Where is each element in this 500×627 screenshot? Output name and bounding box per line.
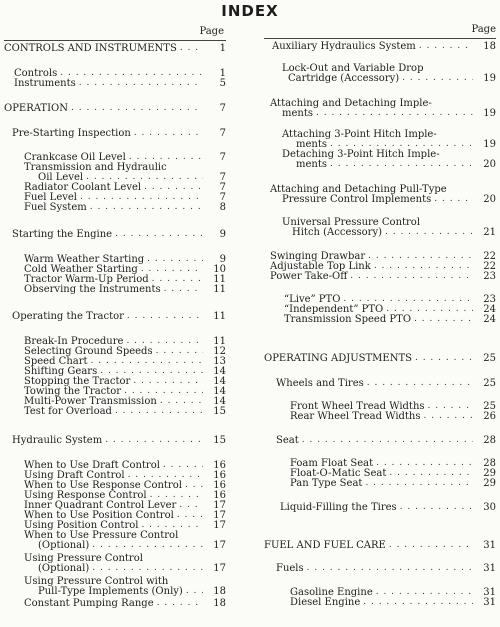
index-entry-label: Towing the Tractor <box>24 386 122 397</box>
index-entry-page: 12 <box>213 346 226 357</box>
index-entry-page: 21 <box>483 227 496 238</box>
leader-dots <box>127 311 203 322</box>
index-entry-label: Adjustable Top Link <box>270 261 371 272</box>
index-entry <box>280 502 496 513</box>
index-entry-page: 15 <box>213 435 226 446</box>
index-entry-label: Radiator Coolant Level <box>24 182 142 193</box>
index-entry <box>272 41 496 52</box>
index-entry-label: Attaching and Detaching Pull-Type <box>270 184 447 195</box>
index-entry-label: Shifting Gears <box>24 366 98 377</box>
index-entry-label: Break-In Procedure <box>24 336 124 347</box>
leader-dots <box>180 43 203 54</box>
index-entry-page: 22 <box>483 251 496 262</box>
index-entry-page: 18 <box>483 41 496 52</box>
leader-dots <box>415 353 473 364</box>
leader-dots <box>302 435 473 446</box>
leader-dots <box>115 406 203 417</box>
index-entry-label: Rear Wheel Tread Widths <box>290 411 421 422</box>
index-entry-label: Pre-Starting Inspection <box>12 128 131 139</box>
index-entry-page: 17 <box>213 510 226 521</box>
index-entry <box>282 194 496 205</box>
index-entry-label: OPERATING ADJUSTMENTS <box>264 353 412 364</box>
index-entry-page: 31 <box>483 540 496 551</box>
index-entry-page: 15 <box>213 406 226 417</box>
index-entry <box>264 353 496 364</box>
index-entry-label: Hitch (Accessory) <box>292 227 383 238</box>
leader-dots <box>307 563 473 574</box>
index-entry-label: Seat <box>276 435 299 446</box>
index-entry-page: 7 <box>219 103 226 114</box>
index-entry-page: 19 <box>483 108 496 119</box>
index-entry <box>14 78 226 89</box>
index-entry <box>12 128 226 139</box>
index-entry-label: Using Draft Control <box>24 470 125 481</box>
index-entry <box>24 284 226 295</box>
leader-dots <box>71 103 203 114</box>
index-entry <box>292 227 496 238</box>
index-entry-page: 17 <box>213 563 226 574</box>
index-column-left <box>4 26 226 613</box>
index-entry-label: Attaching 3-Point Hitch Imple- <box>282 129 437 140</box>
index-entry-page: 25 <box>483 378 496 389</box>
index-entry-page: 14 <box>213 386 226 397</box>
index-entry-page: 14 <box>213 366 226 377</box>
index-entry <box>296 159 496 170</box>
index-entry-label: Hydraulic System <box>12 435 103 446</box>
index-entry-page: 23 <box>483 294 496 305</box>
index-entry-label: Liquid-Filling the Tires <box>280 502 397 513</box>
leader-dots <box>385 227 473 238</box>
leader-dots <box>157 598 203 609</box>
index-entry-label: Using Pressure Control with <box>24 576 169 587</box>
index-entry-page: 25 <box>483 353 496 364</box>
index-entry-page: 11 <box>213 274 226 285</box>
leader-dots <box>115 229 203 240</box>
index-entry-label: Using Pressure Control <box>24 553 143 564</box>
index-entry <box>290 478 496 489</box>
index-entry <box>24 202 226 213</box>
header-rule-left <box>4 40 226 41</box>
index-entry <box>276 435 496 446</box>
index-entry-page: 31 <box>483 597 496 608</box>
index-entry-label: Stopping the Tractor <box>24 376 131 387</box>
index-entry-label: Test for Overload <box>24 406 112 417</box>
index-entry <box>276 563 496 574</box>
page-column-label-left: Page <box>199 26 224 37</box>
index-entry-page: 7 <box>219 192 226 203</box>
index-entry-label: Diesel Engine <box>290 597 361 608</box>
index-entry-page: 18 <box>213 598 226 609</box>
leader-dots <box>79 78 203 89</box>
index-entry-label: Crankcase Oil Level <box>24 152 126 163</box>
page-title: INDEX <box>221 2 279 20</box>
index-entry-page: 9 <box>219 229 226 240</box>
index-entry-label: When to Use Pressure Control <box>24 530 179 541</box>
right-entries <box>262 41 496 611</box>
index-entry-page: 7 <box>219 182 226 193</box>
index-entry-page: 25 <box>483 401 496 412</box>
index-entry-page: 26 <box>483 411 496 422</box>
index-entry-page: 1 <box>219 68 226 79</box>
index-entry-page: 29 <box>483 468 496 479</box>
index-entry <box>38 563 226 574</box>
index-entry-page: 24 <box>483 304 496 315</box>
index-entry-page: 22 <box>483 261 496 272</box>
index-entry-label: Fuels <box>276 563 304 574</box>
index-entry-page: 9 <box>219 254 226 265</box>
leader-dots <box>316 108 473 119</box>
index-entry-label: Auxiliary Hydraulics System <box>272 41 416 52</box>
index-entry <box>38 586 226 597</box>
index-entry-label: Instruments <box>14 78 76 89</box>
index-entry-label: When to Use Position Control <box>24 510 174 521</box>
index-entry-label: Observing the Instruments <box>24 284 161 295</box>
index-entry <box>12 435 226 446</box>
index-entry-label: ments <box>282 108 313 119</box>
index-entry-label: “Live” PTO <box>284 294 341 305</box>
index-entry <box>288 73 496 84</box>
index-entry-page: 8 <box>219 202 226 213</box>
index-entry <box>12 229 226 240</box>
index-entry-page: 19 <box>483 139 496 150</box>
index-entry <box>38 540 226 551</box>
index-entry-label: ments <box>296 139 327 150</box>
index-entry-label: Multi-Power Transmission <box>24 396 157 407</box>
index-column-right <box>262 26 496 611</box>
index-entry-page: 13 <box>213 356 226 367</box>
index-entry <box>264 540 496 551</box>
leader-dots <box>367 378 473 389</box>
index-entry-label: Swinging Drawbar <box>270 251 366 262</box>
index-entry-label: Operating the Tractor <box>12 311 124 322</box>
index-entry-label: FUEL AND FUEL CARE <box>264 540 386 551</box>
index-entry-page: 7 <box>219 172 226 183</box>
index-entry-label: Oil Level <box>38 172 84 183</box>
index-entry-label: “Independent” PTO <box>284 304 384 315</box>
leader-dots <box>419 41 473 52</box>
leader-dots <box>424 411 473 422</box>
index-entry-page: 14 <box>213 376 226 387</box>
index-entry-page: 16 <box>213 470 226 481</box>
index-entry-page: 30 <box>483 502 496 513</box>
index-entry-page: 16 <box>213 480 226 491</box>
index-entry-page: 24 <box>483 314 496 325</box>
index-entry-label: Fuel System <box>24 202 87 213</box>
index-entry-page: 18 <box>213 586 226 597</box>
leader-dots <box>350 271 473 282</box>
index-entry <box>4 43 226 54</box>
index-entry-label: (Optional) <box>38 563 90 574</box>
index-entry-label: Transmission and Hydraulic <box>24 162 167 173</box>
index-entry-page: 19 <box>483 73 496 84</box>
index-entry-label: Transmission Speed PTO <box>284 314 412 325</box>
index-entry-label: Foam Float Seat <box>290 458 374 469</box>
index-entry-label: Speed Chart <box>24 356 88 367</box>
index-entry <box>12 311 226 322</box>
index-entry-label: Cold Weather Starting <box>24 264 138 275</box>
leader-dots <box>389 540 473 551</box>
index-entry-page: 14 <box>213 396 226 407</box>
index-entry-page: 28 <box>483 458 496 469</box>
index-entry-page: 31 <box>483 563 496 574</box>
index-entry-label: Float-O-Matic Seat <box>290 468 387 479</box>
index-entry-label: Using Position Control <box>24 520 139 531</box>
index-entry-page: 17 <box>213 540 226 551</box>
index-entry-page: 16 <box>213 490 226 501</box>
page-column-label-right: Page <box>471 24 496 35</box>
index-entry-label: When to Use Draft Control <box>24 460 160 471</box>
index-entry-page: 7 <box>219 152 226 163</box>
left-entries <box>4 43 226 613</box>
index-entry-page: 10 <box>213 264 226 275</box>
leader-dots <box>186 586 203 597</box>
index-entry-label: Tractor Warm-Up Period <box>24 274 149 285</box>
leader-dots <box>365 478 473 489</box>
index-entry-label: Pan Type Seat <box>290 478 363 489</box>
index-entry-label: Pull-Type Implements (Only) <box>38 586 183 597</box>
index-entry <box>24 598 226 609</box>
index-entry-label: Fuel Level <box>24 192 77 203</box>
index-entry-page: 29 <box>483 478 496 489</box>
index-entry-label: Universal Pressure Control <box>282 217 421 228</box>
index-entry <box>270 271 496 282</box>
index-entry-page: 17 <box>213 500 226 511</box>
index-entry-label: Detaching 3-Point Hitch Imple- <box>282 149 440 160</box>
index-entry <box>282 108 496 119</box>
index-entry-label: Lock-Out and Variable Drop <box>282 63 424 74</box>
index-entry-label: Power Take-Off <box>270 271 348 282</box>
index-entry-label: OPERATION <box>4 103 68 114</box>
leader-dots <box>164 284 203 295</box>
leader-dots <box>402 73 473 84</box>
index-entry-page: 20 <box>483 194 496 205</box>
index-entry-label: Starting the Engine <box>12 229 113 240</box>
index-entry-label: Inner Quadrant Control Lever <box>24 500 177 511</box>
leader-dots <box>330 159 473 170</box>
leader-dots <box>92 540 203 551</box>
index-entry <box>290 597 496 608</box>
index-entry-label: Selecting Ground Speeds <box>24 346 153 357</box>
leader-dots <box>434 194 473 205</box>
header-rule-right <box>264 38 496 39</box>
index-entry-label: (Optional) <box>38 540 90 551</box>
index-entry-page: 1 <box>219 43 226 54</box>
leader-dots <box>90 202 203 213</box>
index-entry-label: Cartridge (Accessory) <box>288 73 400 84</box>
index-entry-label: Warm Weather Starting <box>24 254 145 265</box>
index-entry-label: Controls <box>14 68 58 79</box>
index-entry-label: Using Response Control <box>24 490 147 501</box>
index-entry-page: 7 <box>219 128 226 139</box>
index-entry-page: 23 <box>483 271 496 282</box>
index-entry-label: Pressure Control Implements <box>282 194 432 205</box>
leader-dots <box>92 563 203 574</box>
index-entry-label: CONTROLS AND INSTRUMENTS <box>4 43 177 54</box>
index-entry-label: Attaching and Detaching Imple- <box>270 98 432 109</box>
index-entry-page: 11 <box>213 311 226 322</box>
index-entry-page: 28 <box>483 435 496 446</box>
index-entry-label: Front Wheel Tread Widths <box>290 401 425 412</box>
index-entry-page: 16 <box>213 460 226 471</box>
index-entry <box>276 378 496 389</box>
index-entry-label: When to Use Response Control <box>24 480 182 491</box>
index-entry <box>4 103 226 114</box>
index-entry-label: Gasoline Engine <box>290 587 373 598</box>
index-entry <box>24 406 226 417</box>
index-entry-label: Constant Pumping Range <box>24 598 154 609</box>
leader-dots <box>400 502 473 513</box>
index-entry-page: 11 <box>213 284 226 295</box>
index-entry-page: 20 <box>483 159 496 170</box>
leader-dots <box>134 128 203 139</box>
index-entry-page: 11 <box>213 336 226 347</box>
leader-dots <box>414 314 473 325</box>
index-entry-page: 31 <box>483 587 496 598</box>
index-entry-label: Wheels and Tires <box>276 378 364 389</box>
index-entry <box>284 314 496 325</box>
index-entry-page: 17 <box>213 520 226 531</box>
index-entry-label: ments <box>296 159 327 170</box>
index-entry <box>290 411 496 422</box>
index-entry-page: 5 <box>219 78 226 89</box>
leader-dots <box>105 435 203 446</box>
leader-dots <box>363 597 473 608</box>
